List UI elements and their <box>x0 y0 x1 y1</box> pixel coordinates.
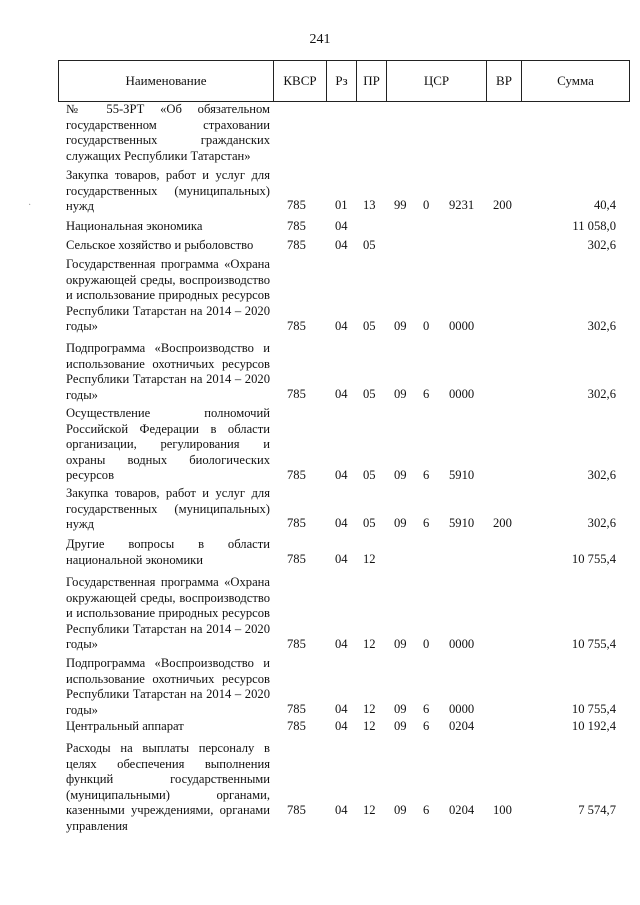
row-csr1: 09 <box>394 803 407 817</box>
row-kvsr: 785 <box>287 219 306 233</box>
row-kvsr: 785 <box>287 387 306 401</box>
row-csr3: 0204 <box>449 719 475 733</box>
row-name: Закупка товаров, работ и услуг для государственных (муниципальных) нужд <box>66 486 270 531</box>
header-rz: Рз <box>327 61 357 101</box>
page-number: 241 <box>309 32 331 47</box>
row-csr3: 9231 <box>449 198 475 212</box>
row-csr1: 09 <box>394 719 407 733</box>
row-name: Государственная программа «Охрана окружающей среды, воспроизводство и использование природных ресурсов Республики Татарстан на 2014 – 2020 годы» <box>66 257 270 333</box>
row-name: Другие вопросы в области национальной экономики <box>66 537 270 567</box>
header-vr: ВР <box>487 61 522 101</box>
row-pr: 13 <box>363 198 376 212</box>
header-sum: Сумма <box>557 73 594 88</box>
row-kvsr: 785 <box>287 468 306 482</box>
row-csr2: 6 <box>423 468 430 482</box>
row-sum: 302,6 <box>587 516 616 530</box>
row-kvsr: 785 <box>287 238 306 252</box>
row-csr3: 5910 <box>449 516 475 530</box>
row-name: Подпрограмма «Воспроизводство и использование охотничьих ресурсов Республики Татарстан на 2014 – 2020 годы» <box>66 341 270 402</box>
header-csr: ЦСР <box>387 61 487 101</box>
row-sum: 10 192,4 <box>571 719 616 733</box>
row-csr3: 0204 <box>449 803 475 817</box>
row-kvsr: 785 <box>287 702 306 716</box>
row-rz: 04 <box>335 719 348 733</box>
row-pr: 12 <box>363 719 376 733</box>
row-csr2: 0 <box>423 319 430 333</box>
row-rz: 04 <box>335 552 348 566</box>
row-rz: 04 <box>335 803 348 817</box>
row-rz: 04 <box>335 387 348 401</box>
row-vr: 100 <box>493 803 512 817</box>
row-pr: 05 <box>363 319 376 333</box>
row-rz: 04 <box>335 468 348 482</box>
row-kvsr: 785 <box>287 198 306 212</box>
row-name: Национальная экономика <box>66 219 203 233</box>
row-csr1: 09 <box>394 702 407 716</box>
row-pr: 05 <box>363 516 376 530</box>
row-rz: 04 <box>335 516 348 530</box>
row-csr3: 0000 <box>449 319 475 333</box>
row-sum: 302,6 <box>587 468 616 482</box>
row-name: Подпрограмма «Воспроизводство и использование охотничьих ресурсов Республики Татарстан на 2014 – 2020 годы» <box>66 656 270 717</box>
row-sum: 10 755,4 <box>571 552 616 566</box>
row-csr3: 0000 <box>449 387 475 401</box>
scan-mark: · <box>28 200 32 211</box>
row-rz: 04 <box>335 219 348 233</box>
row-name: Расходы на выплаты персоналу в целях обеспечения выполнения функций государственными (муниципальными) органами, казенными учреждениями, органами управления <box>66 741 270 833</box>
row-csr2: 6 <box>423 803 430 817</box>
row-sum: 302,6 <box>587 319 616 333</box>
row-vr: 200 <box>493 198 512 212</box>
row-name: Осуществление полномочий Российской Федерации в области организации, регулирования и охраны водных биологических ресурсов <box>66 406 270 482</box>
row-kvsr: 785 <box>287 803 306 817</box>
row-pr: 05 <box>363 387 376 401</box>
row-rz: 04 <box>335 319 348 333</box>
row-sum: 10 755,4 <box>571 702 616 716</box>
row-pr: 12 <box>363 702 376 716</box>
row-csr1: 09 <box>394 387 407 401</box>
row-name: Центральный аппарат <box>66 719 184 733</box>
row-name: Государственная программа «Охрана окружающей среды, воспроизводство и использование природных ресурсов Республики Татарстан на 2014 – 2020 годы» <box>66 575 270 651</box>
row-csr2: 0 <box>423 637 430 651</box>
row-csr3: 0000 <box>449 702 475 716</box>
row-pr: 05 <box>363 238 376 252</box>
row-sum: 11 058,0 <box>572 219 616 233</box>
row-kvsr: 785 <box>287 319 306 333</box>
row-csr2: 6 <box>423 702 430 716</box>
row-csr2: 6 <box>423 387 430 401</box>
row-csr1: 09 <box>394 319 407 333</box>
row-sum: 7 574,7 <box>578 803 616 817</box>
row-csr1: 09 <box>394 516 407 530</box>
row-pr: 12 <box>363 803 376 817</box>
row-rz: 04 <box>335 238 348 252</box>
row-kvsr: 785 <box>287 719 306 733</box>
row-pr: 12 <box>363 552 376 566</box>
row-kvsr: 785 <box>287 516 306 530</box>
row-sum: 302,6 <box>587 238 616 252</box>
row-kvsr: 785 <box>287 552 306 566</box>
row-sum: 40,4 <box>593 198 616 212</box>
row-csr3: 5910 <box>449 468 475 482</box>
row-kvsr: 785 <box>287 637 306 651</box>
row-csr1: 09 <box>394 468 407 482</box>
header-kvsr: КВСР <box>274 61 327 101</box>
header-pr: ПР <box>357 61 387 101</box>
row-csr1: 09 <box>394 637 407 651</box>
row-csr3: 0000 <box>449 637 475 651</box>
row-name: № 55-ЗРТ «Об обязательном государственном страховании государственных гражданских служащих Республики Татарстан» <box>66 102 270 163</box>
row-rz: 01 <box>335 198 348 212</box>
row-rz: 04 <box>335 637 348 651</box>
row-csr2: 0 <box>423 198 430 212</box>
row-pr: 12 <box>363 637 376 651</box>
row-csr2: 6 <box>423 719 430 733</box>
row-rz: 04 <box>335 702 348 716</box>
row-csr2: 6 <box>423 516 430 530</box>
row-csr1: 99 <box>394 198 407 212</box>
header-name: Наименование <box>59 61 274 101</box>
row-sum: 10 755,4 <box>571 637 616 651</box>
row-vr: 200 <box>493 516 512 530</box>
row-name: Закупка товаров, работ и услуг для государственных (муниципальных) нужд <box>66 168 270 213</box>
row-sum: 302,6 <box>587 387 616 401</box>
row-pr: 05 <box>363 468 376 482</box>
row-name: Сельское хозяйство и рыболовство <box>66 238 254 252</box>
